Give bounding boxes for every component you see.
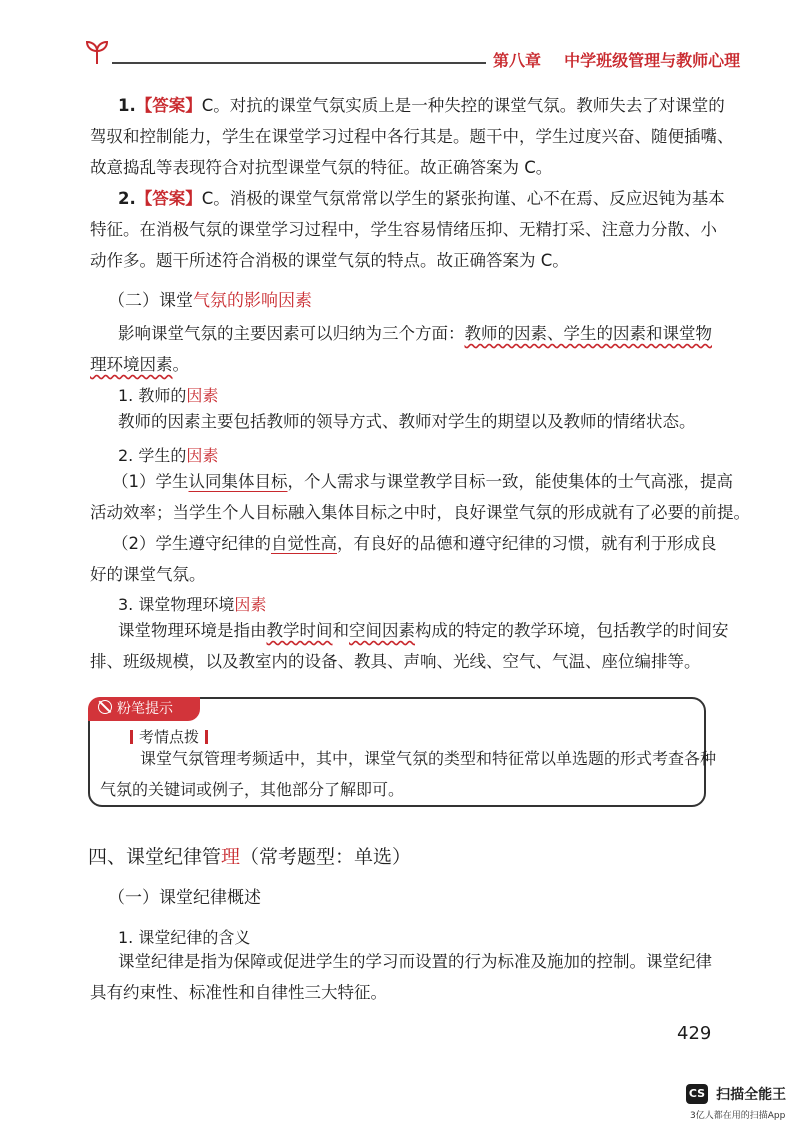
section-4-heading-c: （常考题型：单选） [240, 846, 412, 868]
answer-2-label: 【答案】 [135, 189, 202, 208]
tip-sub-label-text: 考情点拨 [139, 728, 200, 746]
intro-text-a: 影响课堂气氛的主要因素可以归纳为三个方面： [118, 324, 465, 343]
answer-1 [90, 90, 734, 183]
sprout-icon [83, 38, 111, 66]
student-p1-line2: 活动效率；当学生个人目标融入集体目标之中时，良好课堂气氛的形成就有了必要的前提。 [90, 503, 750, 522]
student-factor-heading-a: 2. 学生的 [118, 446, 187, 465]
student-p1-c: ，个人需求与课堂教学目标一致，能使集体的士气高涨，提高 [287, 472, 733, 491]
header-chapter: 第八章 [493, 51, 542, 70]
tip-body [100, 743, 717, 805]
intro-text-d: 。 [172, 355, 189, 374]
scanner-name: 扫描全能王 [716, 1086, 787, 1103]
student-p2-a: （2）学生遵守纪律的 [112, 534, 271, 553]
section-2-heading-prefix: （二）课堂 [108, 291, 193, 311]
student-p1-a: （1）学生 [112, 472, 189, 491]
section-2-heading-highlight: 气氛的影响因素 [193, 291, 312, 311]
intro-text-c: 理环境因素 [90, 355, 173, 374]
teacher-factor-body: 教师的因素主要包括教师的领导方式、教师对学生的期望以及教师的情绪状态。 [118, 412, 696, 431]
section-4-sub: （一）课堂纪律概述 [108, 888, 261, 908]
section-4-heading-a: 四、课堂纪律管 [88, 846, 222, 868]
student-p2-b: 自觉性高 [271, 534, 337, 553]
env-body-e: 构成的特定的教学环境，包括教学的时间安 [415, 621, 729, 640]
env-body-d: 空间因素 [349, 621, 415, 640]
answer-2-num: 2. [118, 189, 136, 208]
section-4-item: 1. 课堂纪律的含义 [118, 928, 251, 947]
env-body-a: 课堂物理环境是指由 [118, 621, 267, 640]
header-title [493, 48, 740, 71]
chalk-icon [98, 700, 112, 714]
env-factor-body [90, 615, 730, 677]
student-factor-heading-b: 因素 [186, 446, 219, 465]
intro-text-b: 教师的因素、学生的因素和课堂物 [464, 324, 712, 343]
section-4-definition [90, 946, 730, 1008]
section-2-heading [108, 286, 312, 311]
answer-2-text-1: C。消极的课堂气氛常常以学生的紧张拘谨、心不在焉、反应迟钝为基本 [201, 189, 725, 208]
answer-2 [90, 183, 725, 276]
section-2-intro [90, 318, 720, 380]
tip-text-2: 气氛的关键词或例子，其他部分了解即可。 [100, 780, 405, 799]
tip-box-tab-label: 粉笔提示 [117, 701, 173, 717]
header-chapter-title: 中学班级管理与教师心理 [564, 51, 741, 70]
answer-2-text-2: 特征。在消极气氛的课堂学习过程中，学生容易情绪压抑、无精打采、注意力分散、小 [90, 220, 717, 239]
student-factor-body [90, 466, 750, 590]
answer-1-text-2: 驾驭和控制能力，学生在课堂学习过程中各行其是。题干中，学生过度兴奋、随便插嘴、 [90, 127, 734, 146]
teacher-factor-heading-b: 因素 [186, 386, 219, 405]
student-factor-heading [118, 443, 218, 466]
definition-line-1: 课堂纪律是指为保障或促进学生的学习而设置的行为标准及施加的控制。课堂纪律 [118, 952, 712, 971]
scanner-logo: CS [686, 1084, 708, 1104]
scanner-watermark [686, 1083, 786, 1104]
page-number: 429 [677, 1023, 712, 1044]
teacher-factor-heading-a: 1. 教师的 [118, 386, 187, 405]
answer-1-text-3: 故意捣乱等表现符合对抗型课堂气氛的特征。故正确答案为 C。 [90, 158, 553, 177]
env-factor-heading-a: 3. 课堂物理环境 [118, 595, 235, 614]
tip-box-tab [88, 697, 200, 721]
teacher-factor-heading [118, 383, 218, 406]
header-rule [112, 62, 486, 64]
section-4-heading [88, 842, 411, 869]
answer-1-num: 1. [118, 96, 136, 115]
student-p2-c: ，有良好的品德和遵守纪律的习惯，就有利于形成良 [337, 534, 717, 553]
env-factor-heading-b: 因素 [234, 595, 267, 614]
answer-1-text-1: C。对抗的课堂气氛实质上是一种失控的课堂气氛。教师失去了对课堂的 [201, 96, 725, 115]
student-p2-line2: 好的课堂气氛。 [90, 565, 206, 584]
student-p1-b: 认同集体目标 [188, 472, 288, 491]
env-body-c: 和 [332, 621, 349, 640]
env-body-b: 教学时间 [266, 621, 333, 640]
env-body-line2: 排、班级规模，以及教室内的设备、教具、声响、光线、空气、气温、座位编排等。 [90, 652, 701, 671]
tip-text-1: 课堂气氛管理考频适中，其中，课堂气氛的类型和特征常以单选题的形式考查各种 [140, 749, 717, 768]
scanner-slogan: 3亿人都在用的扫描App [690, 1111, 786, 1121]
section-4-heading-b: 理 [221, 846, 241, 868]
answer-2-text-3: 动作多。题干所述符合消极的课堂气氛的特点。故正确答案为 C。 [90, 251, 569, 270]
answer-1-label: 【答案】 [135, 96, 202, 115]
env-factor-heading [118, 592, 266, 615]
definition-line-2: 具有约束性、标准性和自律性三大特征。 [90, 983, 387, 1002]
